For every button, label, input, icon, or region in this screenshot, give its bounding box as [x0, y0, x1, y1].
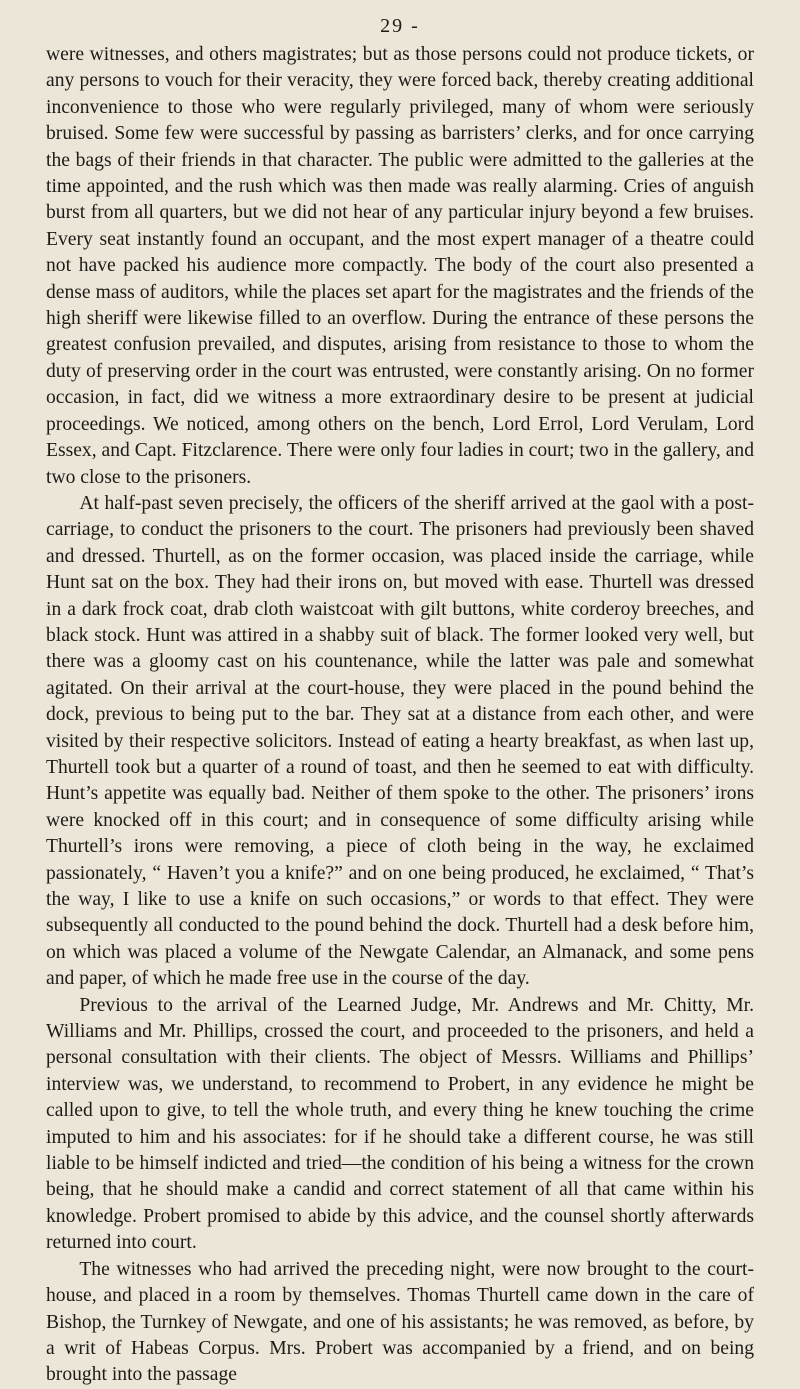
paragraph-4: The witnesses who had arrived the preceding night, were now brought to the court-house, and placed in a room by themselves. Thomas Thurtell came down in the care of Bishop, the Turnkey of Newgate, and one of his assistants; he was removed, as before, by a writ of Habeas Corpus. Mrs. Probert was accompanied by a friend, and on being brought into the passage: [46, 1258, 754, 1386]
paragraph-2: At half-past seven precisely, the officers of the sheriff arrived at the gaol with a post-carriage, to conduct the prisoners to the court. The prisoners had previously been shaved and dressed. Thurtell, as on the former occasion, was placed inside the carriage, while Hunt sat on the box. They had their irons on, but moved with ease. Thurtell was dressed in a dark frock coat, drab cloth waistcoat with gilt buttons, white corderoy breeches, and black stock. Hunt was attired in a shabby suit of black. The former looked very well, but there was a gloomy cast on his countenance, while the latter was pale and somewhat agitated. On their arrival at the court-house, they were placed in the pound behind the dock, previous to being put to the bar. They sat at a distance from each other, and were visited by their respective solicitors. Instead of eating a hearty breakfast, as when last up, Thurtell took but a quarter of a round of toast, and then he seemed to eat with difficulty. Hunt’s appetite was equally bad. Neither of them spoke to the other. The prisoners’ irons were knocked off in this court; and in consequence of some difficulty arising while Thurtell’s irons were removing, a piece of cloth being in the way, he exclaimed passionately, “ Haven’t you a knife?” and on one being produced, he exclaimed, “ That’s the way, I like to use a knife on such occasions,” or words to that effect. They were subsequently all conducted to the pound behind the dock. Thurtell had a desk before him, on which was placed a volume of the Newgate Calendar, an Almanack, and some pens and paper, of which he made free use in the course of the day.: [46, 492, 754, 990]
page-number: 29 -: [380, 15, 420, 37]
body-text: [46, 42, 754, 1389]
paragraph-1: were witnesses, and others magistrates; but as those persons could not produce tickets, or any persons to vouch for their veracity, they were forced back, thereby creating additional inconvenience to those who were regularly privileged, many of whom were seriously bruised. Some few were successful by passing as barristers’ clerks, and for once carrying the bags of their friends in that character. The public were admitted to the galleries at the time appointed, and the rush which was then made was really alarming. Cries of anguish burst from all quarters, but we did not hear of any particular injury beyond a few bruises. Every seat instantly found an occupant, and the most expert manager of a theatre could not have packed his audience more compactly. The body of the court also presented a dense mass of auditors, while the places set apart for the magistrates and the friends of the high sheriff were likewise filled to an overflow. During the entrance of these persons the greatest confusion prevailed, and disputes, arising from resistance to those to whom the duty of preserving order in the court was entrusted, were constantly arising. On no former occasion, in fact, did we witness a more extraordinary desire to be present at judicial proceedings. We noticed, among others on the bench, Lord Errol, Lord Verulam, Lord Essex, and Capt. Fitzclarence. There were only four ladies in court; two in the gallery, and two close to the prisoners.: [46, 44, 754, 488]
paragraph-3: Previous to the arrival of the Learned Judge, Mr. Andrews and Mr. Chitty, Mr. Williams and Mr. Phillips, crossed the court, and proceeded to the prisoners, and held a personal consultation with their clients. The object of Messrs. Williams and Phillips’ interview was, we understand, to recommend to Probert, in any evidence he might be called upon to give, to tell the whole truth, and every thing he knew touching the crime imputed to him and his associates: for if he should take a different course, he was still liable to be himself indicted and tried—the condition of his being a witness for the crown being, that he should make a candid and correct statement of all that came within his knowledge. Probert promised to abide by this advice, and the counsel shortly afterwards returned into court.: [46, 994, 754, 1254]
